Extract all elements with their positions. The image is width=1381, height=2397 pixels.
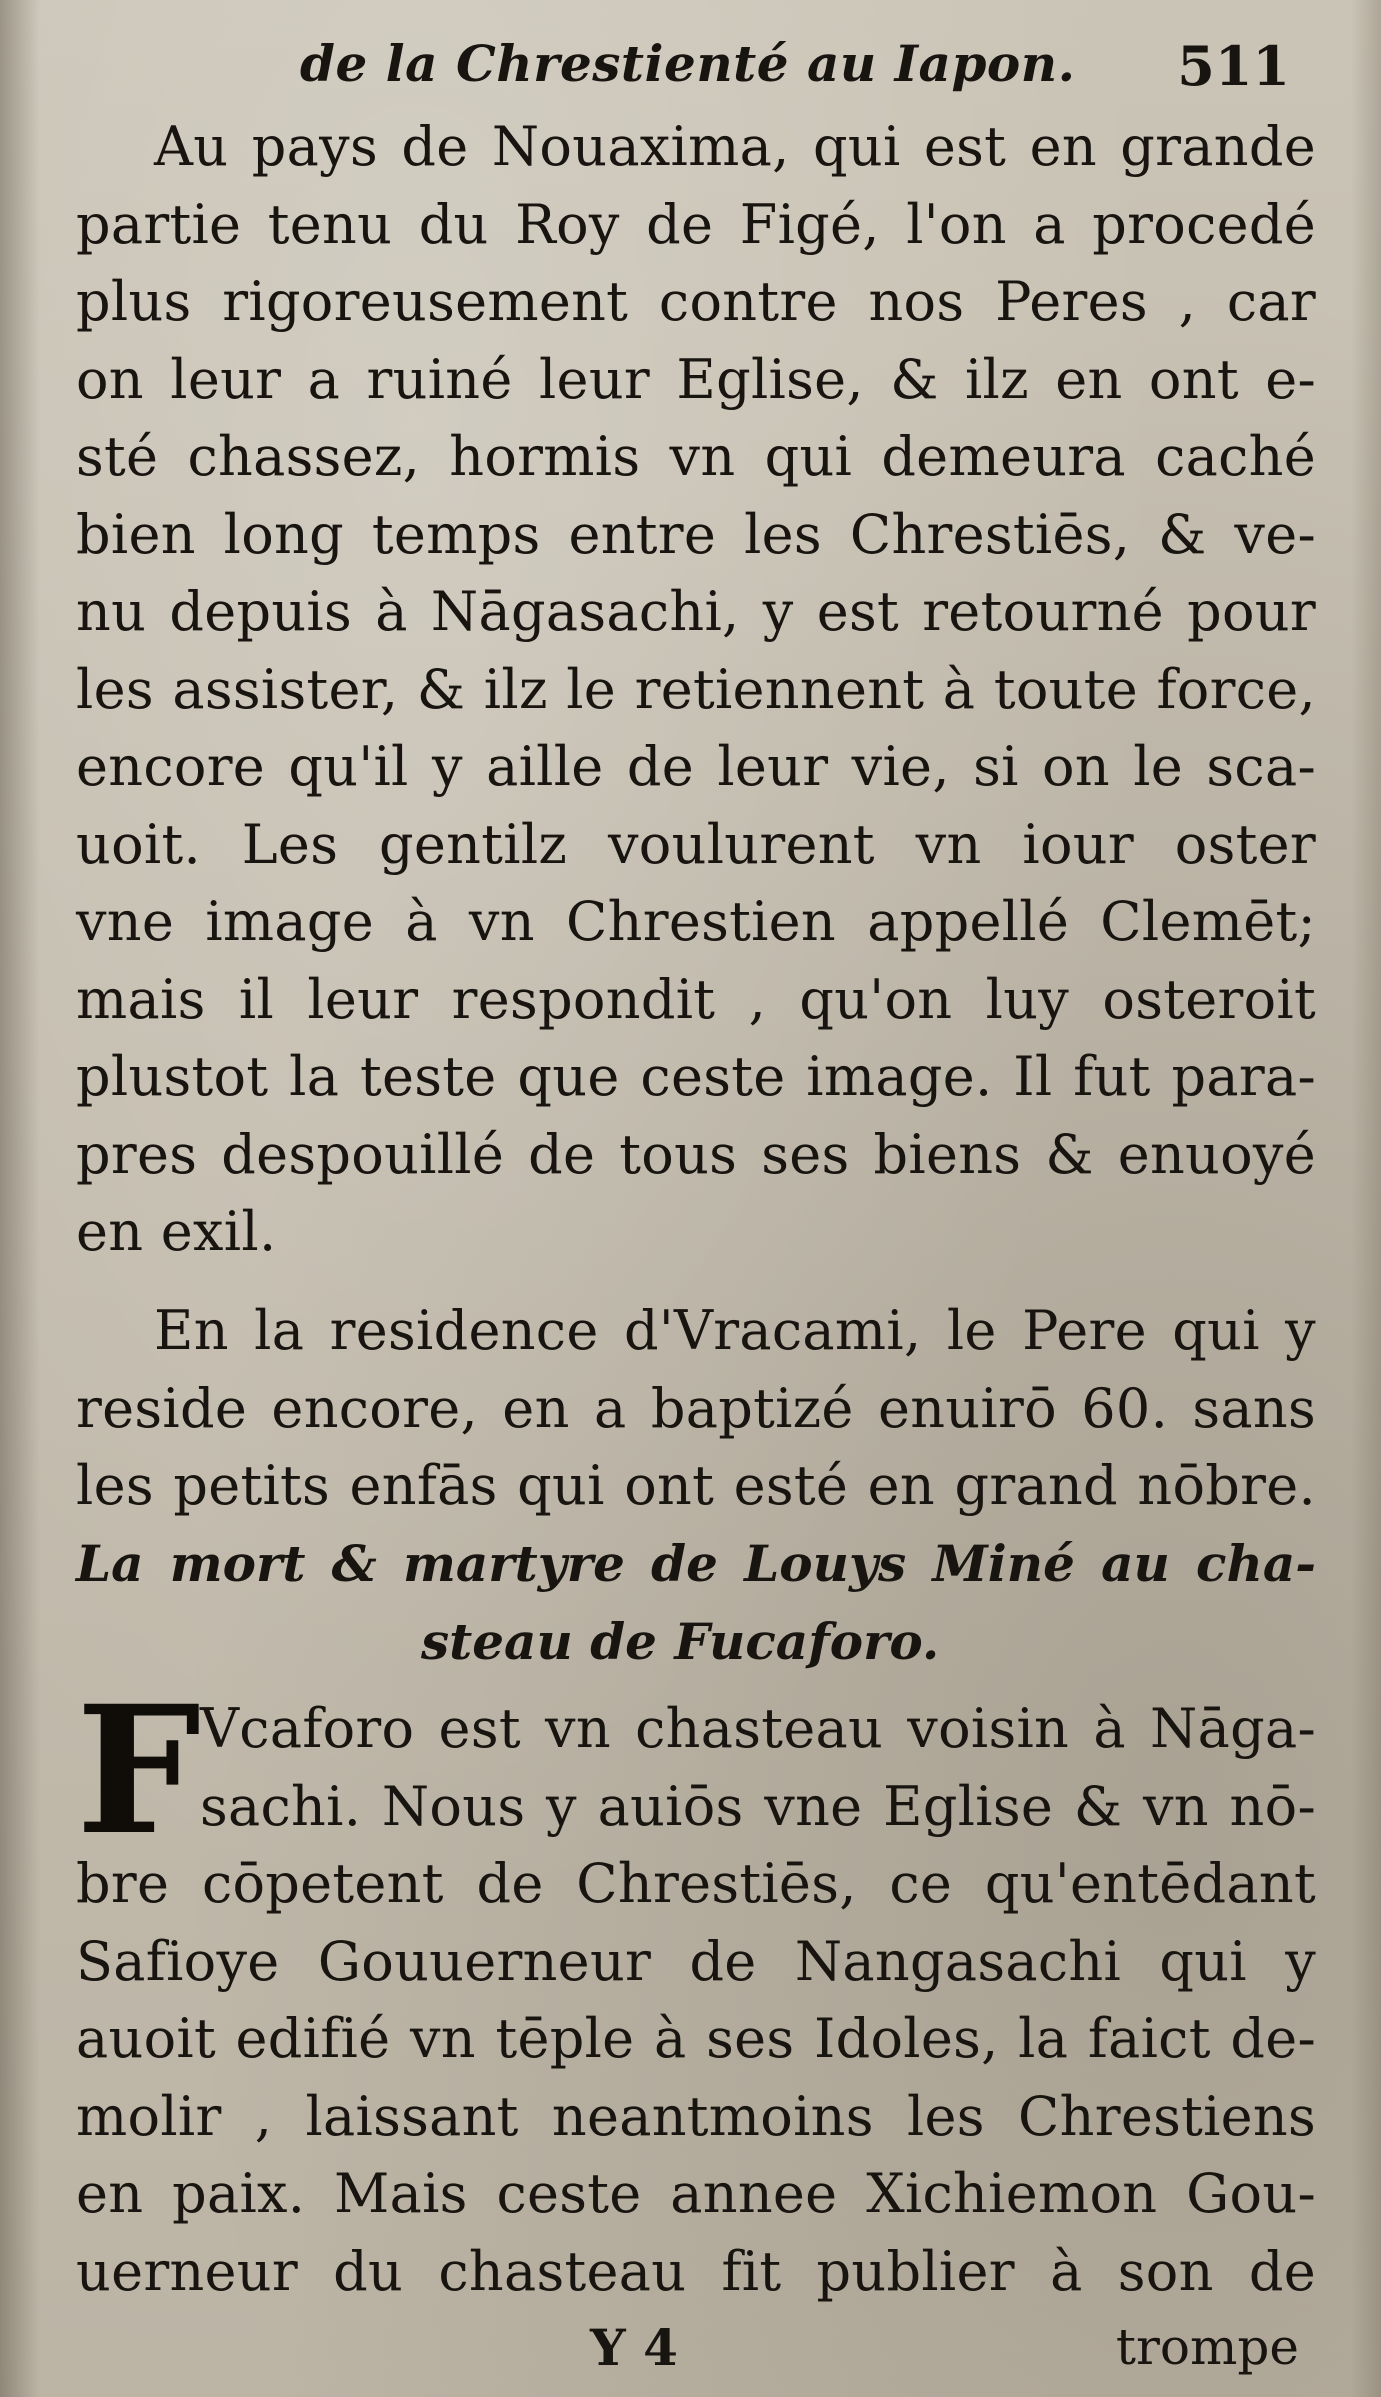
text-line: en exil. [76,1200,277,1263]
running-title: de la Chrestienté au Iapon. [300,34,1076,93]
text-line: En la residence d'Vracami, le Pere qui y [154,1299,1316,1362]
text-line: uerneur du chasteau fit publier à son de [76,2239,1316,2303]
paragraph-3 [76,1667,1316,2310]
signature-mark: Y 4 [590,2318,678,2377]
paragraph-2 [76,1292,1316,1525]
text-line: Safioye Gouuerneur de Nangasachi qui y [76,1929,1316,1993]
text-line: plus rigoreusement contre nos Peres , car [76,270,1316,333]
paragraph-1 [76,108,1316,1271]
text-line: Vcaforo est vn chasteau voisin à Nāga- [200,1697,1316,1760]
text-line: Au pays de Nouaxima, qui est en grande [154,115,1316,178]
catchword: trompe [1115,2318,1299,2376]
text-line: vne image à vn Chrestien appellé Clemēt; [76,890,1316,953]
text-line: bien long temps entre les Chrestiēs, & ve- [76,502,1316,566]
text-line: bre cōpetent de Chrestiēs, ce qu'entēdant [76,1852,1316,1915]
text-line: sachi. Nous y auiōs vne Eglise & vn nō- [200,1774,1316,1838]
text-line: partie tenu du Roy de Figé, l'on a procedé [76,192,1316,256]
text-line: nu depuis à Nāgasachi, y est retourné pour [76,580,1316,643]
section-heading [76,1525,1316,1681]
heading-line: steau de Fucaforo. [421,1612,940,1671]
text-line: on leur a ruiné leur Eglise, & ilz en ont e- [76,347,1316,411]
heading-line: La mort & martyre de Louys Miné au cha- [76,1534,1316,1593]
running-head [300,26,1290,106]
text-line: les assister, & ilz le retiennent à toute force, [76,657,1316,721]
text-line: auoit edifié vn tēple à ses Idoles, la faict de- [76,2007,1316,2070]
text-line: reside encore, en a baptizé enuirō 60. sans [76,1376,1316,1440]
text-line: encore qu'il y aille de leur vie, si on le sca- [76,735,1316,798]
text-line: sté chassez, hormis vn qui demeura caché [76,425,1316,488]
text-line: molir , laissant neantmoins les Chrestiens [76,2084,1316,2148]
page-number: 511 [1177,34,1290,98]
text-line: les petits enfās qui ont esté en grand nōbre. [76,1454,1316,1517]
text-line: mais il leur respondit , qu'on luy osteroit [76,967,1316,1031]
text-line: pres despouillé de tous ses biens & enuoyé [76,1122,1316,1186]
text-line: uoit. Les gentilz voulurent vn iour oster [76,812,1316,876]
text-line: plustot la teste que ceste image. Il fut para- [76,1045,1316,1108]
text-line: en paix. Mais ceste annee Xichiemon Gou- [76,2162,1316,2225]
drop-cap: F [76,1667,201,1874]
